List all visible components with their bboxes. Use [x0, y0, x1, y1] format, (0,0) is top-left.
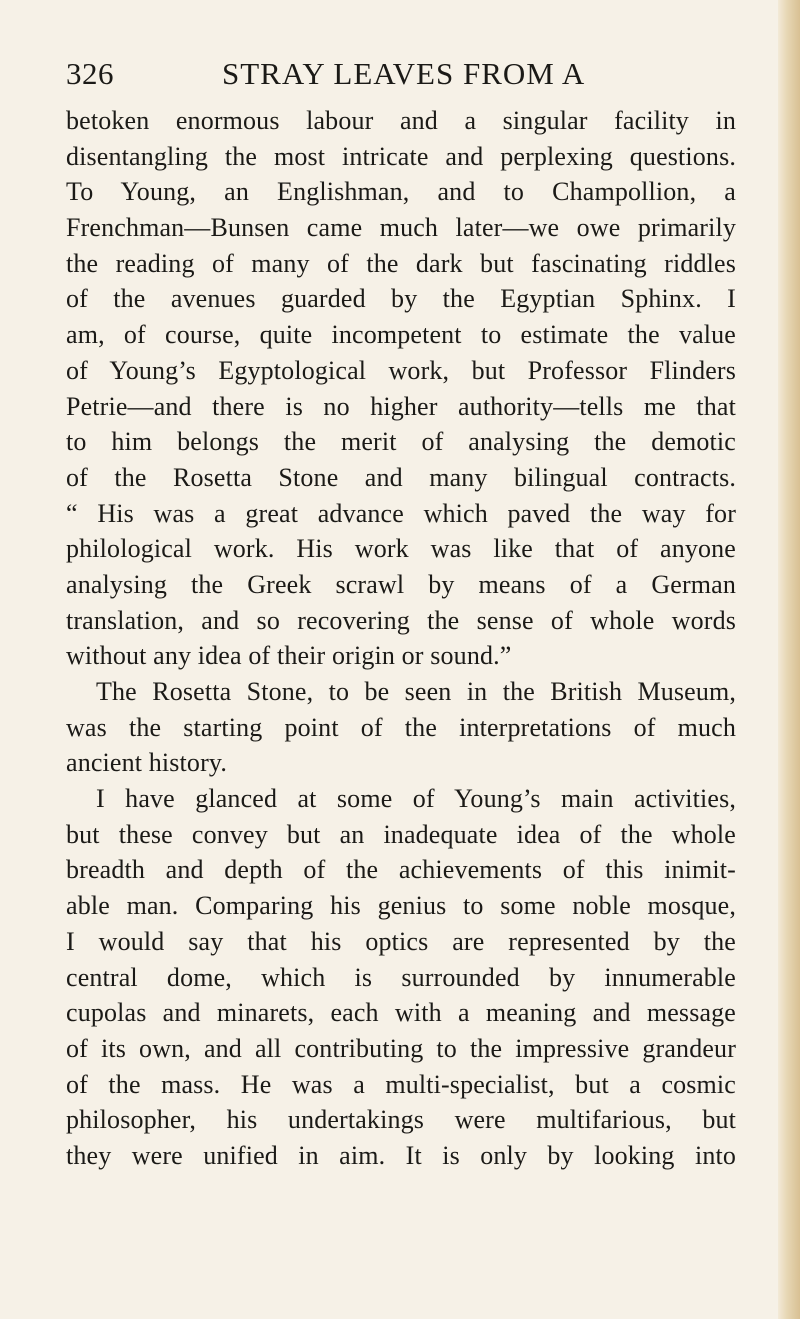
text-line: of its own, and all contributing to the impressive grandeur	[66, 1033, 736, 1063]
text-line: am, of course, quite incompetent to estimate the value	[66, 320, 736, 350]
text-line: able man. Comparing his genius to some noble mosque,	[66, 891, 736, 921]
text-line: betoken enormous labour and a singular facility in	[66, 106, 736, 135]
text-line: philosopher, his undertakings were multifarious, but	[66, 1105, 736, 1135]
text-line: was the starting point of the interpretations of much	[66, 712, 736, 742]
body-text	[66, 103, 736, 1174]
page-number: 326	[66, 56, 114, 91]
text-line: disentangling the most intricate and perplexing questions.	[66, 141, 736, 171]
text-line: without any idea of their origin or sound.”	[66, 641, 512, 671]
text-line: philological work. His work was like that of anyone	[66, 534, 736, 564]
text-line: I have glanced at some of Young’s main activities,	[96, 784, 736, 814]
text-line: breadth and depth of the achievements of this inimit-	[66, 855, 736, 885]
text-line: of the avenues guarded by the Egyptian Sphinx. I	[66, 284, 736, 314]
text-line: Frenchman—Bunsen came much later—we owe primarily	[66, 213, 736, 243]
text-line: Petrie—and there is no higher authority—tells me that	[66, 391, 736, 421]
text-line: The Rosetta Stone, to be seen in the British Museum,	[96, 677, 736, 706]
text-line: ancient history.	[66, 748, 228, 778]
text-line: of Young’s Egyptological work, but Professor Flinders	[66, 355, 736, 385]
text-line: cupolas and minarets, each with a meaning and message	[66, 998, 736, 1028]
running-title: STRAY LEAVES FROM A	[222, 56, 586, 91]
text-line: of the Rosetta Stone and many bilingual contracts.	[66, 462, 736, 492]
running-head	[66, 54, 734, 94]
text-line: the reading of many of the dark but fascinating riddles	[66, 248, 736, 278]
text-line: of the mass. He was a multi-specialist, but a cosmic	[66, 1069, 736, 1099]
text-line: central dome, which is surrounded by innumerable	[66, 962, 736, 992]
page-edge-shadow	[778, 0, 800, 1319]
text-line: analysing the Greek scrawl by means of a German	[66, 569, 736, 599]
text-line: I would say that his optics are represented by the	[66, 926, 736, 956]
text-line: to him belongs the merit of analysing the demotic	[66, 427, 736, 457]
text-line: translation, and so recovering the sense of whole words	[66, 605, 736, 635]
text-line: “ His was a great advance which paved the way for	[66, 498, 736, 528]
text-line: To Young, an Englishman, and to Champollion, a	[66, 177, 736, 207]
text-line: they were unified in aim. It is only by looking into	[66, 1140, 736, 1170]
text-line: but these convey but an inadequate idea of the whole	[66, 819, 736, 849]
